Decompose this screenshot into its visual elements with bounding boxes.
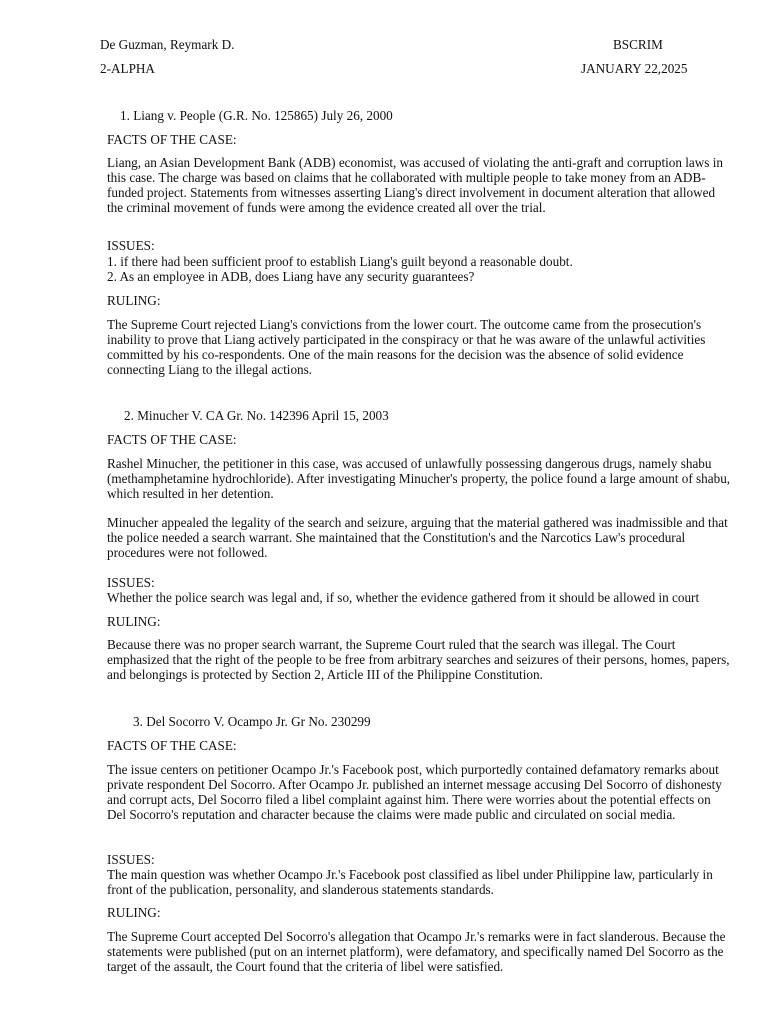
facts-paragraph: Rashel Minucher, the petitioner in this case, was accused of unlawfully possessing dangerous drugs, namely shabu (methamphetamine hydrochloride). After investigating Minucher's property, the police found a large amount of shabu, which resulted in her detention. (107, 456, 731, 501)
ruling-paragraph: The Supreme Court accepted Del Socorro's allegation that Ocampo Jr.'s remarks were in fact slanderous. Because the statements were published (put on an internet platform), were defamatory, and specifically named Del Socorro as the target of the assault, the Court found that the criteria of libel were satisfied. (107, 929, 726, 974)
issues-label: ISSUES: (107, 238, 155, 253)
ruling-label: RULING: (107, 614, 161, 629)
issues-list (107, 254, 731, 284)
issues-label: ISSUES: (107, 852, 155, 867)
facts-label: FACTS OF THE CASE: (107, 132, 237, 147)
facts-paragraph: The issue centers on petitioner Ocampo Jr.'s Facebook post, which purportedly contained defamatory remarks about private respondent Del Socorro. After Ocampo Jr. published an internet message accusing Del Socorro of dishonesty and corrupt acts, Del Socorro filed a libel complaint against him. There were worries about the potential effects on Del Socorro's reputation and character because the claims were made public and circulated on social media. (107, 762, 722, 822)
issues-list (107, 590, 731, 605)
facts-paragraph: Minucher appealed the legality of the search and seizure, arguing that the material gathered was inadmissible and that the police needed a search warrant. She maintained that the Constitution's and the Narcotics Law's procedural procedures were not followed. (107, 515, 728, 560)
section: 2-ALPHA (100, 61, 155, 76)
program: BSCRIM (613, 37, 663, 52)
ruling-label: RULING: (107, 905, 161, 920)
case-title: 2. Minucher V. CA Gr. No. 142396 April 15, 2003 (124, 408, 389, 423)
ruling-paragraph: Because there was no proper search warrant, the Supreme Court ruled that the search was illegal. The Court emphasized that the right of the people to be free from arbitrary searches and seizures of their persons, homes, papers, and belongings is protected by Section 2, Article III of the Philippine Constitution. (107, 637, 730, 682)
issues-label: ISSUES: (107, 575, 155, 590)
issue-item: Whether the police search was legal and, if so, whether the evidence gathered from it should be allowed in court (107, 590, 700, 605)
issue-item: 2. As an employee in ADB, does Liang have any security guarantees? (107, 269, 475, 284)
ruling-paragraph: The Supreme Court rejected Liang's convictions from the lower court. The outcome came from the prosecution's inability to prove that Liang actively participated in the conspiracy or that he was aware of the unlawful activities committed by his co-respondents. One of the main reasons for the decision was the absence of solid evidence connecting Liang to the illegal actions. (107, 317, 706, 377)
date: JANUARY 22,2025 (581, 61, 688, 76)
case-title: 3. Del Socorro V. Ocampo Jr. Gr No. 230299 (133, 714, 371, 729)
issue-item: 1. if there had been sufficient proof to establish Liang's guilt beyond a reasonable doubt. (107, 254, 573, 269)
facts-label: FACTS OF THE CASE: (107, 432, 237, 447)
issue-item: The main question was whether Ocampo Jr.'s Facebook post classified as libel under Philippine law, particularly in front of the publication, personality, and slanderous statements standards. (107, 867, 713, 897)
facts-paragraph: Liang, an Asian Development Bank (ADB) economist, was accused of violating the anti-graft and corruption laws in this case. The charge was based on claims that he collaborated with multiple people to take money from an ADB-funded project. Statements from witnesses asserting Liang's direct involvement in document alteration that allowed the criminal movement of funds were among the evidence created all over the trial. (107, 155, 723, 215)
facts-label: FACTS OF THE CASE: (107, 738, 237, 753)
case-title: 1. Liang v. People (G.R. No. 125865) July 26, 2000 (120, 108, 393, 123)
student-name: De Guzman, Reymark D. (100, 37, 235, 52)
ruling-label: RULING: (107, 293, 161, 308)
